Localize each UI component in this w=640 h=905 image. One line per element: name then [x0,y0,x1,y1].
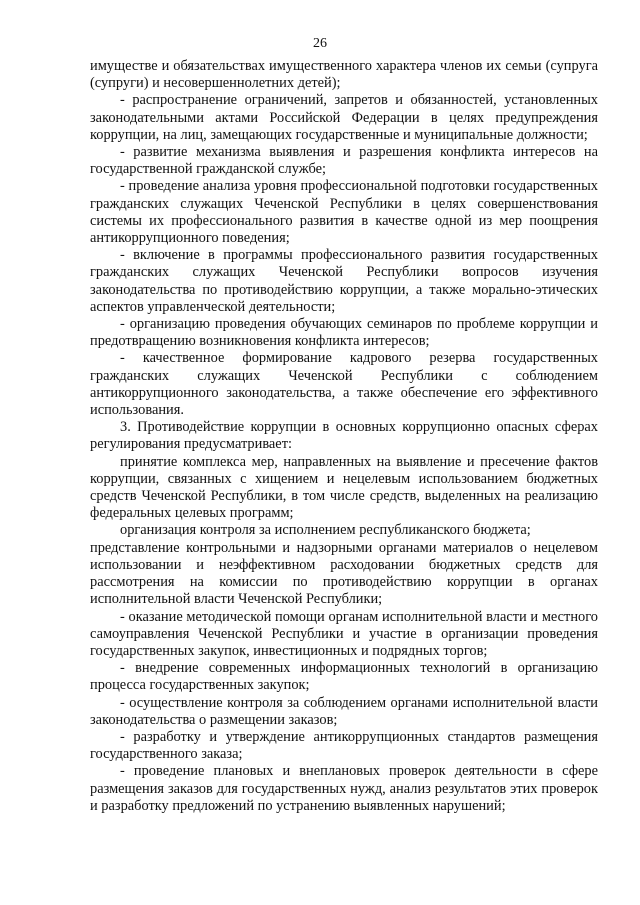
paragraph: 3. Противодействие коррупции в основных коррупционно опасных сферах регулирования предусматривает: [90,419,598,453]
paragraph: - проведение плановых и внеплановых проверок деятельности в сфере размещения заказов для государственных нужд, анализ результатов этих проверок и разработку предложений по устранению выявленных нарушений; [90,763,598,814]
paragraph: - развитие механизма выявления и разрешения конфликта интересов на государственной гражданской службе; [90,144,598,178]
paragraph: организация контроля за исполнением республиканского бюджета; [120,522,531,539]
paragraph: - распространение ограничений, запретов и обязанностей, установленных законодательными актами Российской Федерации в целях предупреждения коррупции, на лиц, замещающих государственные и муниципальные должности; [90,92,598,143]
paragraph: - внедрение современных информационных технологий в организацию процесса государственных закупок; [90,660,598,694]
paragraph: - качественное формирование кадрового резерва государственных гражданских служащих Чеченской Республики с соблюдением антикоррупционного законодательства, а также обеспечение его эффективного использования. [90,350,598,419]
paragraph: - организацию проведения обучающих семинаров по проблеме коррупции и предотвращению возникновения конфликта интересов; [90,316,598,350]
paragraph: - оказание методической помощи органам исполнительной власти и местного самоуправления Чеченской Республики и участие в организации проведения государственных закупок, инвестиционных и подрядных торгов; [90,608,598,659]
paragraph: представление контрольными и надзорными органами материалов о нецелевом использовании и неэффективном расходовании бюджетных средств для рассмотрения на комиссии по противодействию коррупции в органах исполнительной власти Чеченской Республики; [90,539,598,608]
paragraph: - включение в программы профессионального развития государственных гражданских служащих Чеченской Республики вопросов изучения законодательства по противодействию коррупции, а также морально-этических аспектов управленческой деятельности; [90,247,598,315]
paragraph: - осуществление контроля за соблюдением органами исполнительной власти законодательства о размещении заказов; [90,694,598,728]
paragraph: принятие комплекса мер, направленных на выявление и пресечение фактов коррупции, связанных с хищением и нецелевым использованием бюджетных средств Чеченской Республики, в том числе средств, выделенных на реализацию федеральных целевых программ; [90,453,598,522]
paragraph: - разработку и утверждение антикоррупционных стандартов размещения государственного заказа; [90,728,598,763]
paragraph: - проведение анализа уровня профессиональной подготовки государственных гражданских служащих Чеченской Республики в целях совершенствования системы их профессионального развития в качестве одной из мер поощрения антикоррупционного поведения; [90,178,598,247]
page-number: 26 [313,36,327,51]
body-text [90,58,598,815]
paragraph: имуществе и обязательствах имущественного характера членов их семьи (супруга (супруги) и несовершеннолетних детей); [90,58,598,92]
